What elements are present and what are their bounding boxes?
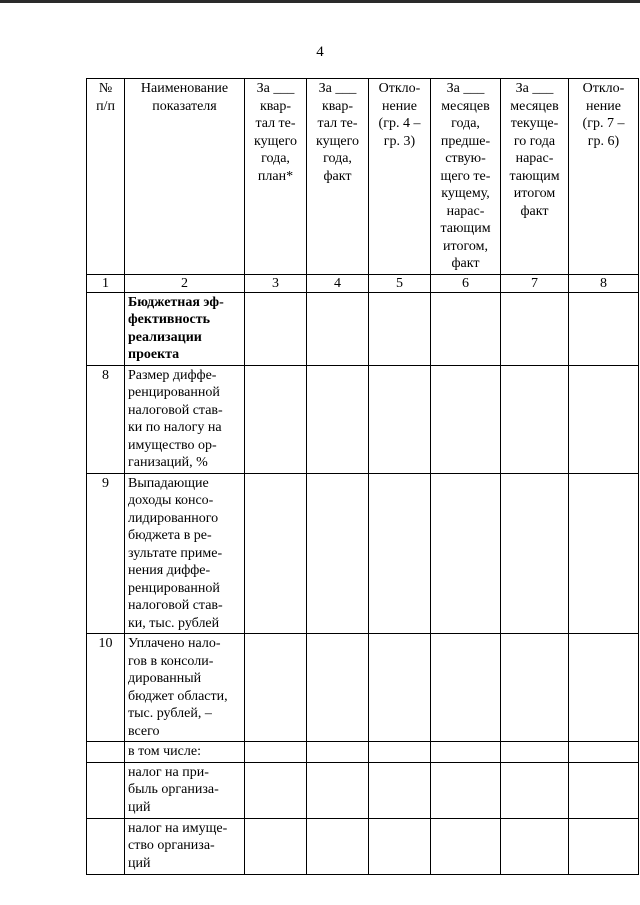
column-number: 2	[125, 274, 245, 292]
header-deviation-quarter: Откло- нение (гр. 4 – гр. 3)	[369, 79, 431, 275]
data-cell	[501, 742, 569, 763]
data-cell	[369, 634, 431, 742]
data-cell	[431, 365, 501, 473]
data-cell	[307, 365, 369, 473]
header-quarter-fact: За ___ квар- тал те- кущего года, факт	[307, 79, 369, 275]
data-cell	[431, 742, 501, 763]
row-number	[87, 742, 125, 763]
header-previous-year-cumulative: За ___ месяцев года, предше- ствую- щего те- кущему, нарас- тающим итогом, факт	[431, 79, 501, 275]
data-cell	[245, 473, 307, 634]
data-cell	[307, 818, 369, 874]
data-cell	[245, 818, 307, 874]
data-cell	[431, 634, 501, 742]
data-cell	[569, 473, 639, 634]
data-cell	[245, 742, 307, 763]
header-current-year-cumulative: За ___ месяцев текуще- го года нарас- тающим итогом факт	[501, 79, 569, 275]
row-number: 8	[87, 365, 125, 473]
data-cell	[369, 762, 431, 818]
indicator-name: Уплачено нало- гов в консоли- дированный бюджет области, тыс. рублей, – всего	[125, 634, 245, 742]
data-cell	[369, 473, 431, 634]
row-number	[87, 762, 125, 818]
data-cell	[245, 292, 307, 365]
data-cell	[307, 473, 369, 634]
data-cell	[501, 818, 569, 874]
data-cell	[501, 634, 569, 742]
table-row	[87, 473, 639, 634]
data-cell	[501, 473, 569, 634]
indicator-name: Бюджетная эф- фективность реализации проекта	[125, 292, 245, 365]
page-number: 4	[316, 44, 324, 60]
data-cell	[431, 762, 501, 818]
column-number: 8	[569, 274, 639, 292]
table-row	[87, 742, 639, 763]
data-cell	[569, 292, 639, 365]
header-row-number: № п/п	[87, 79, 125, 275]
indicator-name: Выпадающие доходы консо- лидированного бюджета в ре- зультате приме- нения диффе- ренцированной налоговой став- ки, тыс. рублей	[125, 473, 245, 634]
data-cell	[569, 818, 639, 874]
data-cell	[369, 742, 431, 763]
table-row	[87, 762, 639, 818]
data-cell	[245, 365, 307, 473]
data-cell	[569, 634, 639, 742]
header-deviation-cumulative: Откло- нение (гр. 7 – гр. 6)	[569, 79, 639, 275]
indicator-name: Размер диффе- ренцированной налоговой став- ки по налогу на имущество ор- ганизаций, %	[125, 365, 245, 473]
data-cell	[569, 762, 639, 818]
row-number: 9	[87, 473, 125, 634]
data-cell	[569, 742, 639, 763]
column-number: 6	[431, 274, 501, 292]
data-cell	[307, 742, 369, 763]
data-cell	[569, 365, 639, 473]
column-number: 7	[501, 274, 569, 292]
indicator-name: в том числе:	[125, 742, 245, 763]
row-number: 10	[87, 634, 125, 742]
header-indicator-name: Наименование показателя	[125, 79, 245, 275]
top-border-line	[0, 0, 640, 3]
indicator-name: налог на при- быль организа- ций	[125, 762, 245, 818]
header-quarter-plan: За ___ квар- тал те- кущего года, план*	[245, 79, 307, 275]
table-row	[87, 818, 639, 874]
data-cell	[431, 292, 501, 365]
data-cell	[369, 818, 431, 874]
data-cell	[501, 292, 569, 365]
table-row	[87, 292, 639, 365]
column-number: 4	[307, 274, 369, 292]
data-cell	[431, 818, 501, 874]
data-cell	[245, 762, 307, 818]
column-number: 3	[245, 274, 307, 292]
indicators-table	[86, 78, 639, 875]
data-cell	[307, 292, 369, 365]
data-cell	[245, 634, 307, 742]
data-cell	[501, 762, 569, 818]
data-cell	[307, 762, 369, 818]
table-row	[87, 634, 639, 742]
column-number: 1	[87, 274, 125, 292]
data-cell	[307, 634, 369, 742]
data-cell	[431, 473, 501, 634]
indicator-name: налог на имуще- ство организа- ций	[125, 818, 245, 874]
column-numbers-row	[87, 274, 639, 292]
data-cell	[369, 365, 431, 473]
table-header-row	[87, 79, 639, 275]
data-cell	[501, 365, 569, 473]
table-row	[87, 365, 639, 473]
column-number: 5	[369, 274, 431, 292]
row-number	[87, 292, 125, 365]
data-cell	[369, 292, 431, 365]
row-number	[87, 818, 125, 874]
